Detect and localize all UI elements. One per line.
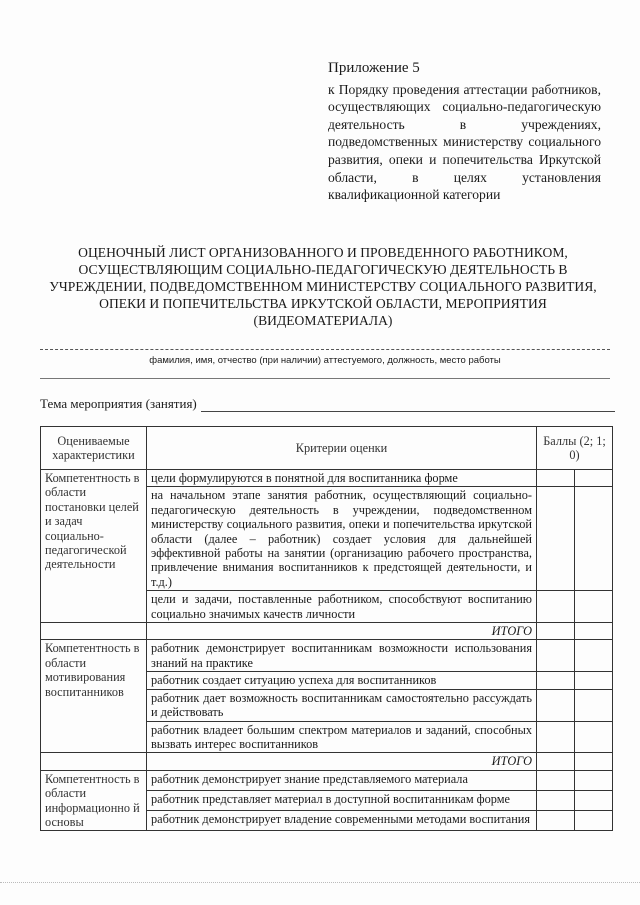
topic-fill-line[interactable] (201, 400, 615, 412)
table-row (41, 640, 613, 672)
topic-row (40, 396, 615, 412)
score-cell[interactable] (537, 591, 575, 623)
score-cell[interactable] (575, 640, 613, 672)
score-cell[interactable] (575, 591, 613, 623)
criterion-cell: цели и задачи, поставленные работником, способствуют воспитанию социально значимых качеств личности (147, 591, 537, 623)
empty-cell (41, 753, 147, 770)
topic-label: Тема мероприятия (занятия) (40, 396, 197, 411)
score-cell[interactable] (575, 770, 613, 790)
criterion-cell: цели формулируются в понятной для воспитанника форме (147, 470, 537, 487)
appendix-block (328, 60, 601, 204)
score-cell[interactable] (575, 672, 613, 689)
criterion-cell: работник демонстрирует воспитанникам возможности использования знаний на практике (147, 640, 537, 672)
score-total-cell[interactable] (537, 623, 575, 640)
itogo-label: ИТОГО (147, 753, 537, 770)
score-cell[interactable] (575, 721, 613, 753)
score-cell[interactable] (537, 640, 575, 672)
header-criteria: Критерии оценки (147, 427, 537, 470)
divider-line (40, 378, 610, 379)
score-cell[interactable] (575, 470, 613, 487)
evaluation-table (40, 426, 613, 831)
document-title: ОЦЕНОЧНЫЙ ЛИСТ ОРГАНИЗОВАННОГО И ПРОВЕДЕННОГО РАБОТНИКОМ, ОСУЩЕСТВЛЯЮЩИМ СОЦИАЛЬНО-ПЕДАГОГИЧЕСКУЮ ДЕЯТЕЛЬНОСТЬ В УЧРЕЖДЕНИИ, ПОДВЕДОМСТВЕННОМ МИНИСТЕРСТВУ СОЦИАЛЬНОГО РАЗВИТИЯ, ОПЕКИ И ПОПЕЧИТЕЛЬСТВА ИРКУТСКОЙ ОБЛАСТИ, МЕРОПРИЯТИЯ (ВИДЕОМАТЕРИАЛА) (49, 245, 597, 328)
score-cell[interactable] (537, 811, 575, 831)
table-header-row (41, 427, 613, 470)
score-cell[interactable] (537, 790, 575, 810)
score-total-cell[interactable] (575, 753, 613, 770)
table-row (41, 770, 613, 790)
appendix-heading: Приложение 5 (328, 60, 420, 76)
score-total-cell[interactable] (575, 623, 613, 640)
scan-edge (0, 882, 640, 883)
score-cell[interactable] (575, 689, 613, 721)
itogo-label: ИТОГО (147, 623, 537, 640)
criterion-cell: работник владеет большим спектром материалов и заданий, способных вызвать интерес воспитанников (147, 721, 537, 753)
itogo-row (41, 623, 613, 640)
score-cell[interactable] (537, 487, 575, 591)
table-row (41, 470, 613, 487)
appendix-text: к Порядку проведения аттестации работников, осуществляющих социально-педагогическую деятельность в учреждениях, подведомственных министерству социального развития, опеки и попечительства Иркутской области, в целях установления квалификационной категории (328, 81, 601, 203)
score-cell[interactable] (575, 790, 613, 810)
empty-cell (41, 623, 147, 640)
score-total-cell[interactable] (537, 753, 575, 770)
characteristic-cell: Компетентность в области постановки целей и задач социально-педагогической деятельности (41, 470, 147, 623)
score-cell[interactable] (575, 487, 613, 591)
itogo-row (41, 753, 613, 770)
score-cell[interactable] (537, 721, 575, 753)
criterion-cell: работник демонстрирует владение современными методами воспитания (147, 811, 537, 831)
criterion-cell: работник представляет материал в доступной воспитанникам форме (147, 790, 537, 810)
characteristic-cell: Компетентность в области информационно й основы (41, 770, 147, 831)
header-score: Баллы (2; 1; 0) (537, 427, 613, 470)
score-cell[interactable] (537, 672, 575, 689)
fio-fill-line[interactable] (40, 349, 610, 350)
characteristic-cell: Компетентность в области мотивирования воспитанников (41, 640, 147, 753)
criterion-cell: работник создает ситуацию успеха для воспитанников (147, 672, 537, 689)
score-cell[interactable] (537, 770, 575, 790)
criterion-cell: работник демонстрирует знание представляемого материала (147, 770, 537, 790)
fio-caption: фамилия, имя, отчество (при наличии) аттестуемого, должность, место работы (149, 355, 501, 366)
criterion-cell: работник дает возможность воспитанникам самостоятельно рассуждать и действовать (147, 689, 537, 721)
criterion-cell: на начальном этапе занятия работник, осуществляющий социально-педагогическую деятельность в учреждении, подведомственном министерству социального развития, опеки и попечительства иркутской области (далее – работник) создает условия для дальнейшей эффективной работы на занятии (организацию рабочего пространства, привлечение внимания воспитанников к предстоящей деятельности, и т.д.) (147, 487, 537, 591)
header-characteristics: Оцениваемые характеристики (41, 427, 147, 470)
score-cell[interactable] (537, 689, 575, 721)
score-cell[interactable] (537, 470, 575, 487)
score-cell[interactable] (575, 811, 613, 831)
